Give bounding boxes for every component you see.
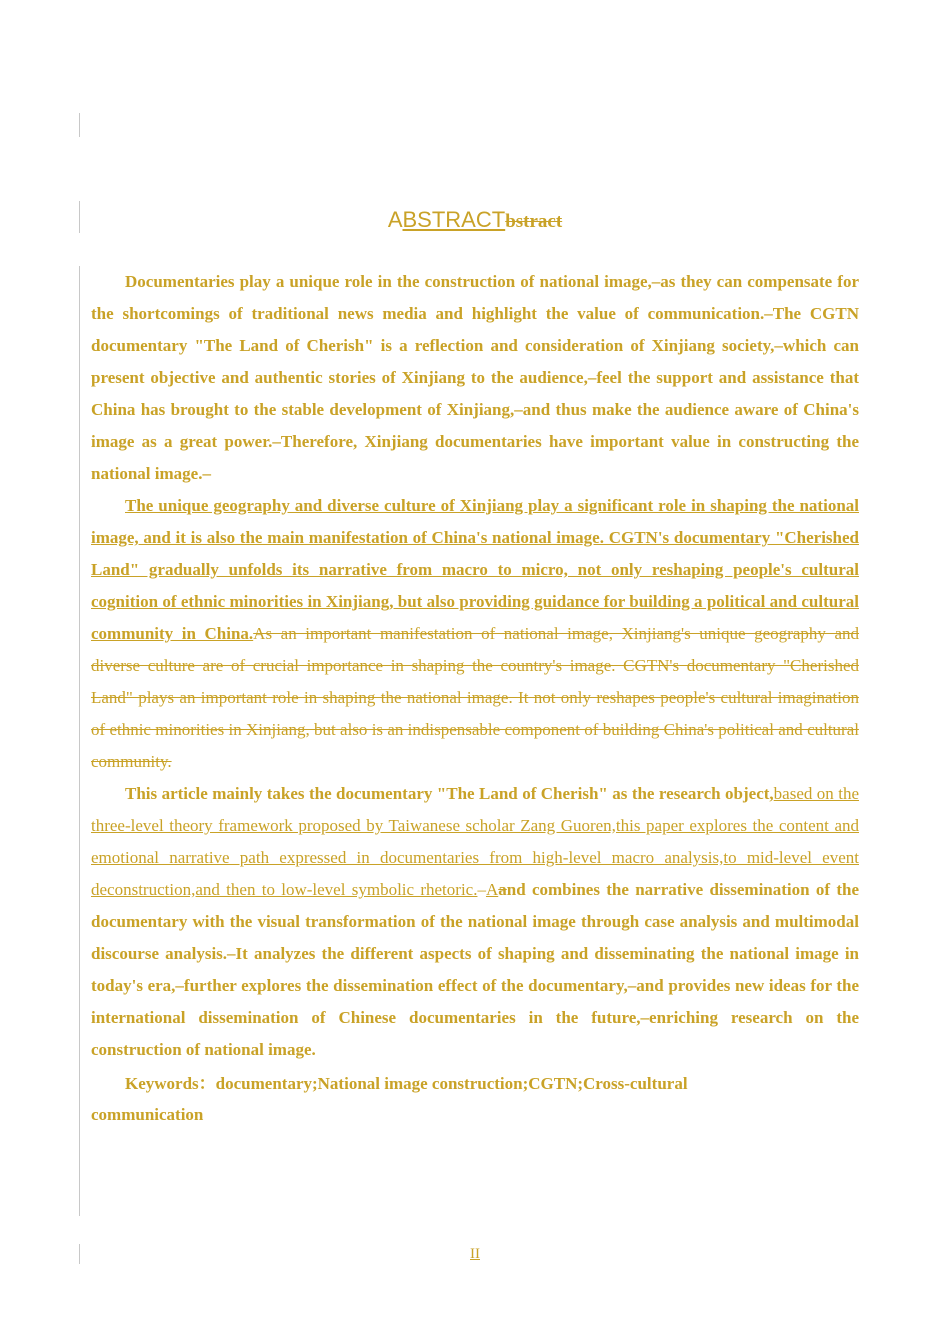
title-inserted-text: BSTRACT [402, 207, 506, 232]
abstract-body [91, 266, 859, 1130]
page-number: II [470, 1246, 480, 1262]
paragraph-3-lead: This article mainly takes the documentary "The Land of Cherish" as the research object, [125, 784, 774, 803]
margin-change-bar [79, 113, 80, 137]
paragraph-3-rest: nd combines the narrative dissemination of the documentary with the visual transformation of the national image through case analysis and multimodal discourse analysis.–It analyzes the different aspects of shaping and disseminating the national image in today's era,–further explores the dissemination effect of the documentary,–and provides new ideas for the international dissemination of Chinese documentaries in the future,–enriching research on the construction of national image. [91, 880, 859, 1059]
paragraph-2 [91, 490, 859, 778]
inserted-text: The unique geography and diverse culture of Xinjiang play a significant role in shaping the national image, and it is also the main manifestation of China's national image. CGTN's documentary "Cherished Land" gradually unfolds its narrative from macro to micro, not only reshaping people's cultural cognition of ethnic minorities in Xinjiang, but also providing guidance for building a political and cultural community in China. [91, 496, 859, 643]
dash-mark: – [477, 880, 486, 899]
inserted-text: based on the three-level theory framework proposed by Taiwanese scholar Zang Guoren,this paper explores the content and emotional narrative path expressed in documentaries from high-level macro analysis,to mid-level event deconstruction,and then to low-level symbolic rhetoric. [91, 784, 859, 899]
keywords-label: Keywords： [125, 1074, 216, 1093]
paragraph-3 [91, 778, 859, 1066]
keywords-line-2: communication [91, 1105, 204, 1124]
keywords-line-1: documentary;National image construction;CGTN;Cross-cultural [215, 1074, 688, 1093]
paragraph-1: Documentaries play a unique role in the construction of national image,–as they can compensate for the shortcomings of traditional news media and highlight the value of communication.–The CGTN documentary "The Land of Cherish" is a reflection and consideration of Xinjiang society,–which can present objective and authentic stories of Xinjiang to the audience,–feel the support and assistance that China has brought to the stable development of Xinjiang,–and thus make the audience aware of China's image as a great power.–Therefore, Xinjiang documentaries have important value in constructing the national image.– [91, 272, 859, 483]
title-deleted-text: bstract [505, 211, 563, 232]
title-inserted-initial: A [387, 207, 403, 232]
margin-change-bar [79, 266, 80, 1216]
abstract-title [0, 207, 950, 235]
keywords [91, 1068, 859, 1130]
inserted-letter: A [485, 880, 499, 899]
deleted-text: As an important manifestation of national image, Xinjiang's unique geography and diverse culture are of crucial importance in shaping the country's image. CGTN's documentary "Cherished Land" plays an important role in shaping the national image. It not only reshapes people's cultural imagination of ethnic minorities in Xinjiang, but also is an indispensable component of building China's political and cultural community. [91, 624, 860, 771]
deleted-letter: a [498, 880, 507, 899]
